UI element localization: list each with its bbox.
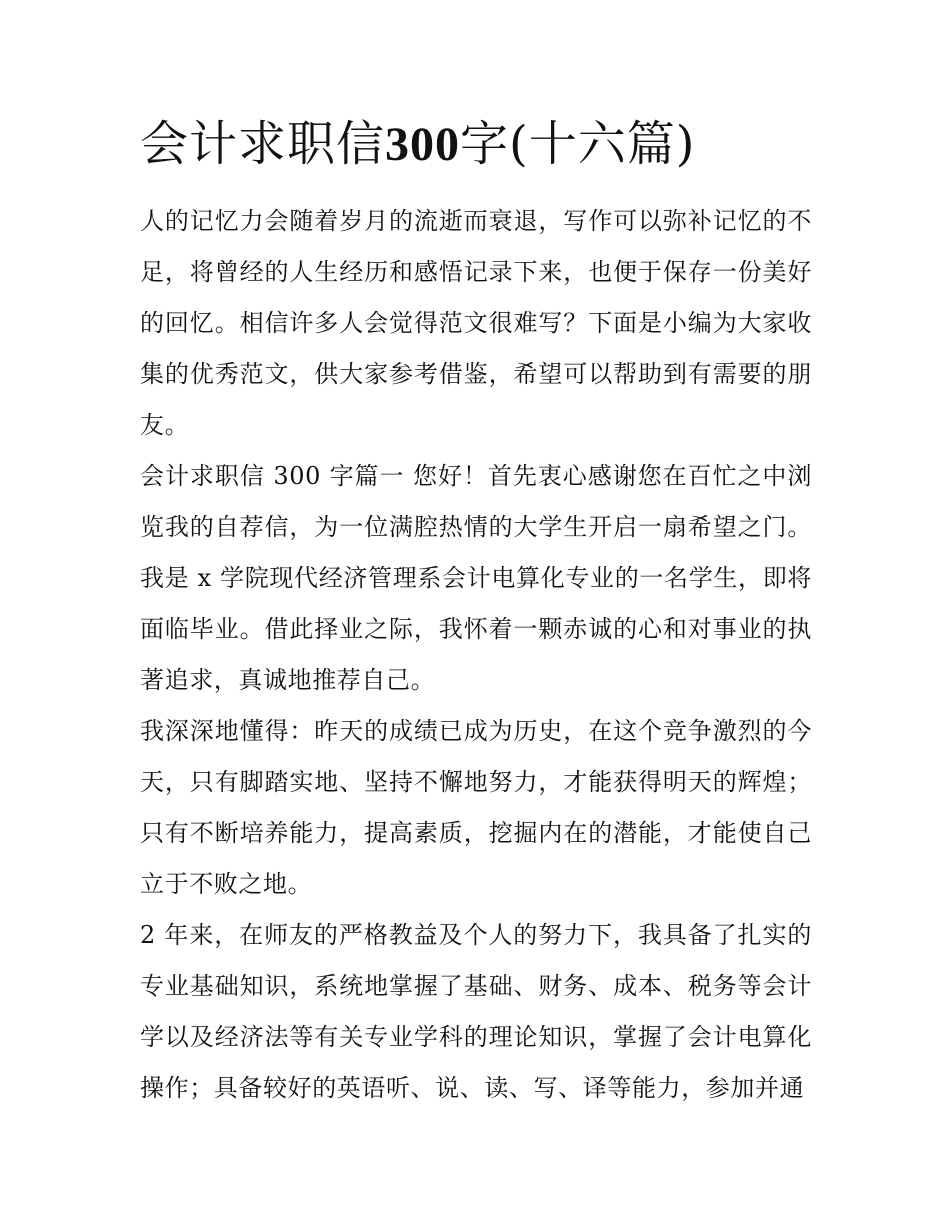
- intro-paragraph: 人的记忆力会随着岁月的流逝而衰退，写作可以弥补记忆的不足，将曾经的人生经历和感悟记录下来，也便于保存一份美好的回忆。相信许多人会觉得范文很难写？下面是小编为大家收集的优秀范文，供大家参考借鉴，希望可以帮助到有需要的朋友。: [140, 207, 812, 439]
- letter-opening-paragraph: 会计求职信 300 字篇一 您好！首先衷心感谢您在百忙之中浏览我的自荐信，为一位满腔热情的大学生开启一扇希望之门。我是 x 学院现代经济管理系会计电算化专业的一名学生，即将面临毕业。借此择业之际，我怀着一颗赤诚的心和对事业的执著追求，真诚地推荐自己。: [140, 462, 812, 694]
- qualifications-paragraph: 2 年来，在师友的严格教益及个人的努力下，我具备了扎实的专业基础知识，系统地掌握了基础、财务、成本、税务等会计学以及经济法等有关专业学科的理论知识，掌握了会计电算化操作；具备较好的英语听、说、读、写、译等能力，参加并通: [140, 921, 812, 1102]
- title-number: 300: [385, 118, 461, 171]
- document-body: [140, 196, 812, 1114]
- title-prefix: 会计求职信: [140, 116, 386, 172]
- title-suffix: 字(十六篇): [460, 116, 696, 172]
- motivation-paragraph: 我深深地懂得：昨天的成绩已成为历史，在这个竞争激烈的今天，只有脚踏实地、坚持不懈地努力，才能获得明天的辉煌；只有不断培养能力，提高素质，挖掘内在的潜能，才能使自己立于不败之地。: [140, 717, 812, 898]
- document-title: [140, 112, 840, 177]
